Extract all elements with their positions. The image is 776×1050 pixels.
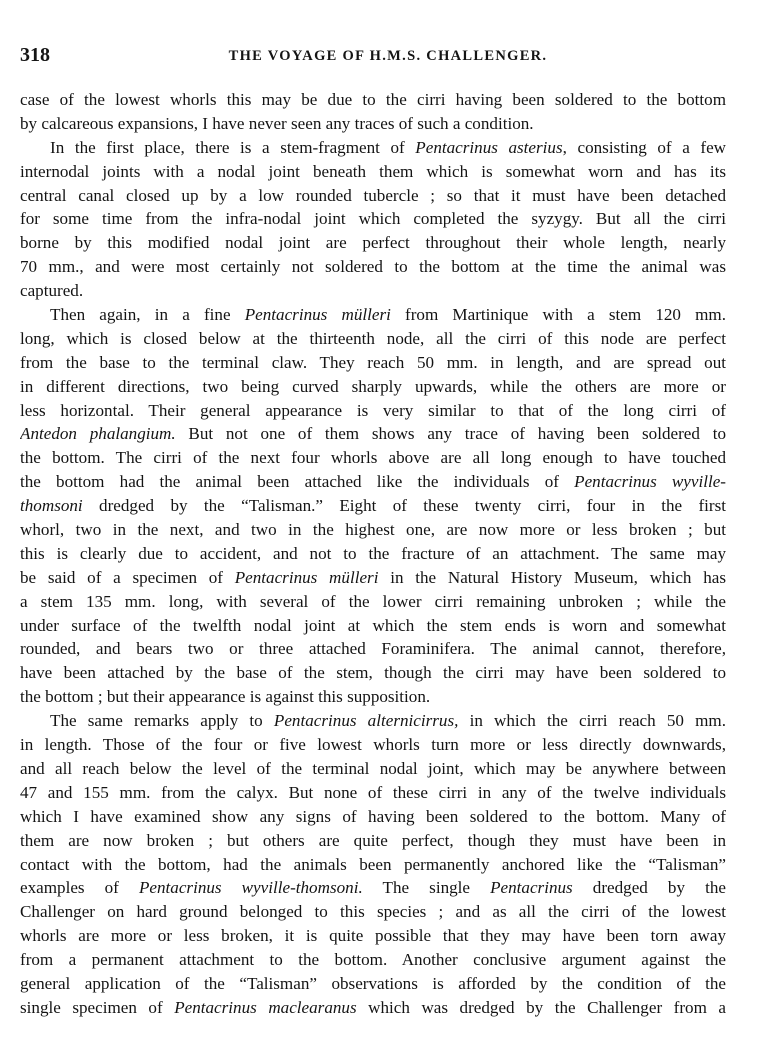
text-segment: from a permanent attachment to the bottom. Another conclusive argument against the — [20, 950, 726, 970]
text-segment: under surface of the twelfth nodal joint at which the stem ends is worn and somewhat — [20, 615, 726, 635]
text-segment: the bottom ; but their appearance is against this supposition. — [20, 687, 431, 707]
text-line — [20, 637, 726, 661]
text-segment: from Martinique with a stem 120 mm. — [390, 305, 726, 325]
text-line — [20, 972, 726, 996]
text-segment: by calcareous expansions, I have never seen any traces of such a condition. — [20, 113, 534, 133]
text-line — [20, 661, 726, 685]
text-segment: general application of the “Talisman” observations is afforded by the condition of the — [20, 973, 726, 993]
text-segment: this is clearly due to accident, and not to the fracture of an attachment. The same may — [20, 543, 726, 563]
text-segment: the bottom had the animal been attached like the individuals of — [20, 472, 575, 492]
text-line — [20, 566, 726, 590]
text-segment: , consisting of a few — [562, 137, 726, 157]
text-segment: central canal closed up by a low rounded tubercle ; so that it must have been detached — [20, 185, 726, 205]
text-segment: be said of a specimen of — [20, 567, 235, 587]
text-segment: The same remarks apply to — [50, 711, 274, 731]
text-segment: rounded, and bears two or three attached Foraminifera. The animal cannot, therefore, — [20, 639, 726, 659]
text-line — [20, 327, 726, 351]
text-segment: dredged by the — [572, 878, 726, 898]
text-segment: the bottom. The cirri of the next four whorls above are all long enough to have touched — [20, 448, 726, 468]
text-line — [20, 709, 726, 733]
italic-taxon-name: thomsoni — [20, 496, 83, 516]
italic-taxon-name: Pentacrinus wyville-thomsoni. — [138, 878, 363, 898]
text-line — [20, 829, 726, 853]
text-segment: borne by this modified nodal joint are perfect throughout their whole length, nearly — [20, 233, 726, 253]
text-segment: case of the lowest whorls this may be due to the cirri having been soldered to the bottom — [20, 90, 726, 109]
italic-taxon-name: Pentacrinus — [490, 878, 573, 898]
text-line — [20, 160, 726, 184]
text-line — [20, 757, 726, 781]
text-line — [20, 924, 726, 948]
text-segment: whorls are more or less broken, it is quite possible that they may have been torn away — [20, 926, 726, 946]
italic-taxon-name: Pentacrinus wyville- — [574, 472, 726, 492]
text-segment: 70 mm., and were most certainly not soldered to the bottom at the time the animal was — [20, 257, 726, 277]
italic-taxon-name: Pentacrinus maclearanus — [174, 997, 357, 1017]
text-segment: for some time from the infra-nodal joint which completed the syzygy. But all the cirri — [20, 209, 726, 229]
italic-taxon-name: Pentacrinus mülleri — [234, 567, 379, 587]
text-segment: internodal joints with a nodal joint beneath them which is somewhat worn and has its — [20, 161, 726, 181]
text-line — [20, 494, 726, 518]
text-segment: examples of — [20, 878, 139, 898]
italic-taxon-name: Pentacrinus alternicirrus, — [273, 711, 459, 731]
page-number: 318 — [20, 44, 50, 66]
italic-taxon-name: Antedon phalangium. — [20, 424, 176, 444]
text-line — [20, 590, 726, 614]
running-header — [0, 42, 776, 68]
text-line — [20, 470, 726, 494]
text-line — [20, 279, 726, 303]
text-segment: long, which is closed below at the thirteenth node, all the cirri of this node are perfect — [20, 328, 726, 348]
text-line — [20, 900, 726, 924]
text-line — [20, 375, 726, 399]
text-segment: in length. Those of the four or five lowest whorls turn more or less directly downwards, — [20, 735, 726, 755]
text-segment: single specimen of — [20, 997, 175, 1017]
text-line — [20, 685, 726, 709]
text-line — [20, 948, 726, 972]
text-line — [20, 207, 726, 231]
text-line — [20, 542, 726, 566]
text-segment: in different directions, two being curved sharply upwards, while the others are more or — [20, 376, 726, 396]
running-title: THE VOYAGE OF H.M.S. CHALLENGER. — [228, 48, 548, 64]
italic-taxon-name: Pentacrinus asterius — [415, 137, 563, 157]
text-line — [20, 733, 726, 757]
text-line — [20, 136, 726, 160]
text-line — [20, 303, 726, 327]
text-segment: in the Natural History Museum, which has — [378, 567, 726, 587]
text-segment: whorl, two in the next, and two in the highest one, are now more or less broken ; but — [20, 520, 726, 540]
text-segment: have been attached by the base of the stem, though the cirri may have been soldered to — [20, 663, 726, 683]
text-segment: less horizontal. Their general appearance is very similar to that of the long cirri of — [20, 400, 726, 420]
text-segment: The single — [362, 878, 491, 898]
text-segment: In the first place, there is a stem-fragment of — [50, 137, 416, 157]
text-segment: which I have examined show any signs of having been soldered to the bottom. Many of — [20, 806, 726, 826]
text-line — [20, 996, 726, 1020]
text-line — [20, 614, 726, 638]
text-segment: But not one of them shows any trace of having been soldered to — [175, 424, 726, 444]
text-segment: Then again, in a fine — [50, 305, 245, 325]
italic-taxon-name: Pentacrinus mülleri — [244, 305, 391, 325]
text-segment: 47 and 155 mm. from the calyx. But none of these cirri in any of the twelve individuals — [20, 782, 726, 802]
text-line — [20, 231, 726, 255]
text-segment: contact with the bottom, had the animals been permanently anchored like the “Talisman” — [20, 854, 726, 874]
text-line — [20, 112, 726, 136]
text-segment: Challenger on hard ground belonged to this species ; and as all the cirri of the lowest — [20, 902, 726, 922]
text-segment: them are now broken ; but others are quite perfect, though they must have been in — [20, 830, 726, 850]
text-line — [20, 422, 726, 446]
text-line — [20, 805, 726, 829]
text-line — [20, 853, 726, 877]
text-line — [20, 781, 726, 805]
text-segment: in which the cirri reach 50 mm. — [458, 711, 726, 731]
body-text — [20, 88, 726, 1020]
text-line — [20, 399, 726, 423]
text-segment: a stem 135 mm. long, with several of the lower cirri remaining unbroken ; while the — [20, 591, 726, 611]
text-line — [20, 88, 726, 112]
text-line — [20, 876, 726, 900]
text-line — [20, 351, 726, 375]
text-line — [20, 184, 726, 208]
text-segment: from the base to the terminal claw. They reach 50 mm. in length, and are spread out — [20, 352, 726, 372]
text-segment: which was dredged by the Challenger from a — [356, 997, 726, 1017]
text-segment: dredged by the “Talisman.” Eight of these twenty cirri, four in the first — [82, 496, 726, 516]
text-segment: and all reach below the level of the terminal nodal joint, which may be anywhere between — [20, 758, 726, 778]
text-line — [20, 255, 726, 279]
text-segment: captured. — [20, 281, 84, 301]
text-line — [20, 446, 726, 470]
text-line — [20, 518, 726, 542]
